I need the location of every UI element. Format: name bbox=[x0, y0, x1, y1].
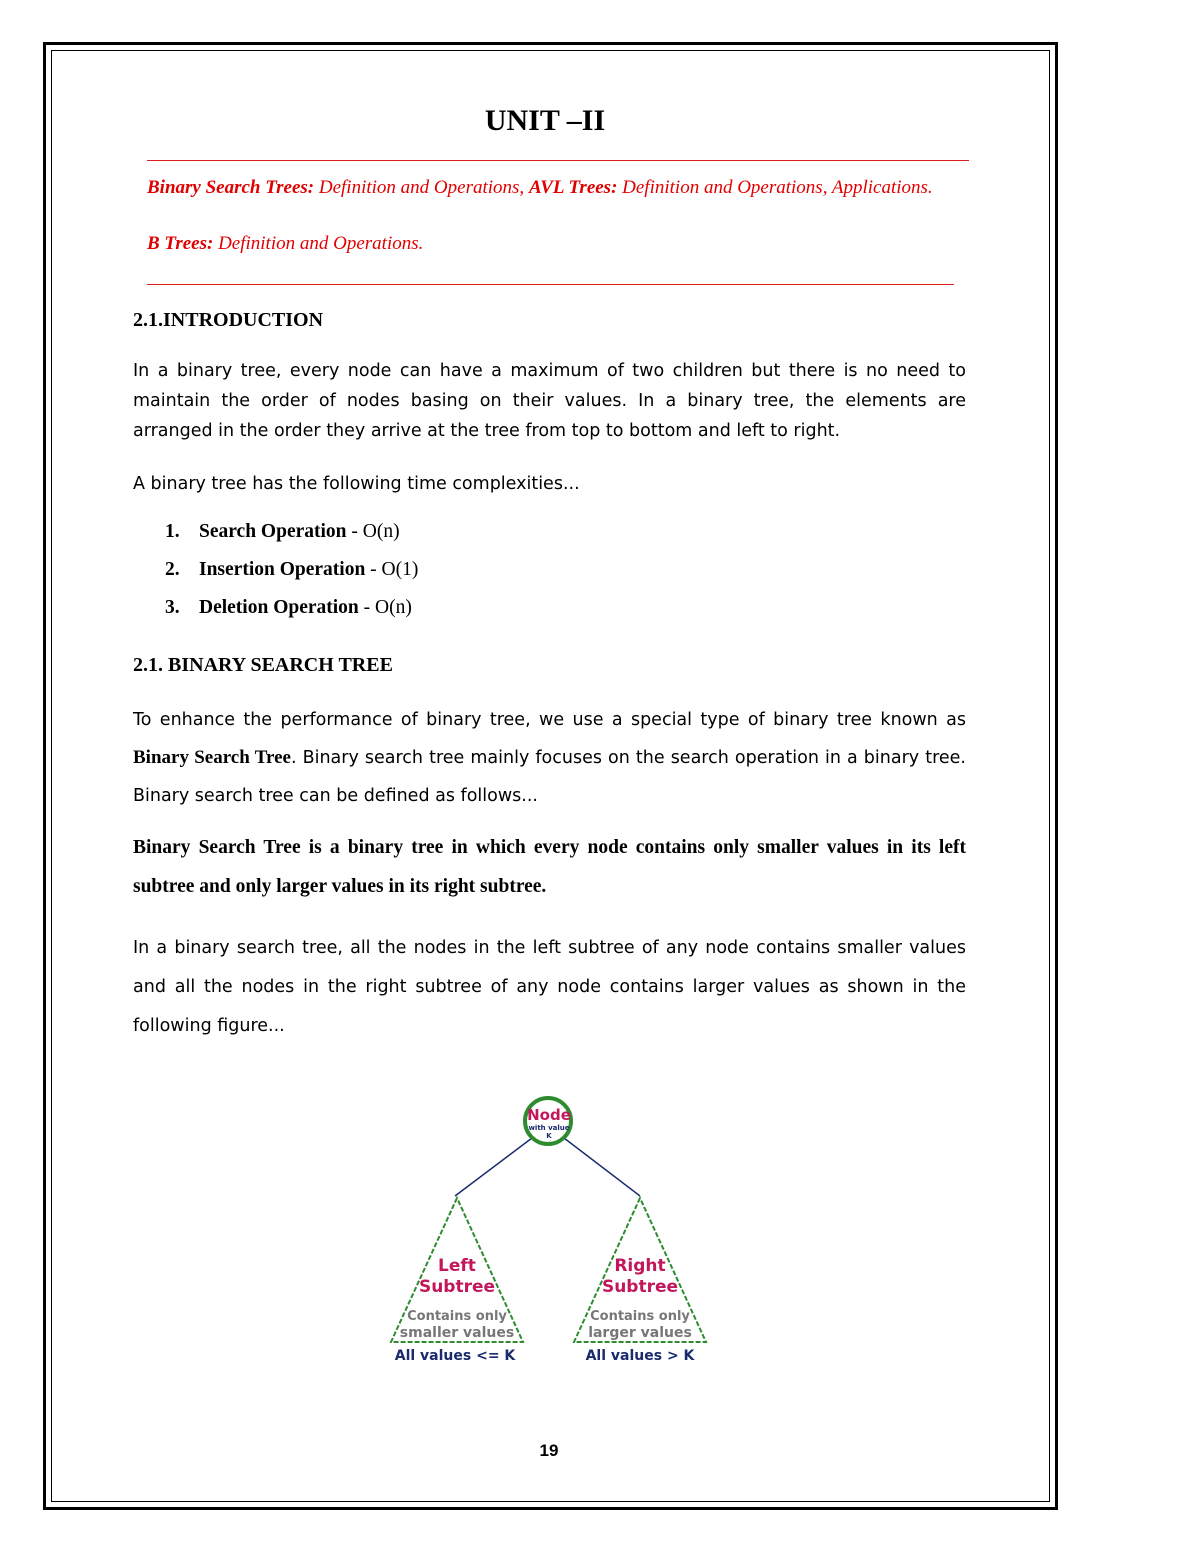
syllabus-btree-label: B Trees: bbox=[147, 233, 214, 254]
left-caption: All values <= K bbox=[394, 1348, 516, 1364]
syllabus-avl-text: Definition and Operations, Applications. bbox=[617, 177, 933, 198]
right-caption: All values > K bbox=[585, 1348, 695, 1364]
right-desc-2: larger values bbox=[588, 1325, 692, 1341]
node-label: Node bbox=[527, 1106, 571, 1124]
syllabus-btree-text: Definition and Operations. bbox=[213, 233, 424, 254]
page-number: 19 bbox=[539, 1441, 559, 1460]
right-title-2: Subtree bbox=[601, 1277, 679, 1297]
right-edge bbox=[564, 1138, 640, 1196]
right-desc-1: Contains only bbox=[590, 1309, 690, 1324]
right-title-1: Right bbox=[614, 1256, 666, 1276]
bst-paragraph: To enhance the performance of binary tree, we use a special type of binary tree known as Binary Search Tree. Binary search tree mainly focuses on the search operation in a binary tree. Binary search tree can be defined as follows... bbox=[133, 710, 966, 806]
list-item: 3. Deletion Operation - O(n) bbox=[165, 597, 412, 618]
syllabus-avl-label: AVL Trees: bbox=[528, 177, 618, 198]
left-desc-1: Contains only bbox=[407, 1309, 507, 1324]
bst-definition: Binary Search Tree is a binary tree in which every node contains only smaller values in its left subtree and only larger values in its right subtree. bbox=[133, 837, 966, 897]
node-sub2: K bbox=[546, 1132, 552, 1140]
page-title: UNIT –II bbox=[484, 104, 606, 137]
list-item: 2. Insertion Operation - O(1) bbox=[165, 559, 419, 580]
syllabus-bst-text: Definition and Operations, bbox=[314, 177, 529, 198]
bst-explanation: In a binary search tree, all the nodes in the left subtree of any node contains smaller values and all the nodes in the right subtree of any node contains larger values as shown in the following figure... bbox=[133, 938, 966, 1036]
section-heading-bst: 2.1. BINARY SEARCH TREE bbox=[133, 654, 393, 676]
list-item: 1. Search Operation - O(n) bbox=[165, 521, 400, 542]
left-edge bbox=[455, 1138, 532, 1196]
left-title-1: Left bbox=[438, 1256, 476, 1276]
syllabus-bst-label: Binary Search Trees: bbox=[147, 177, 315, 198]
left-desc-2: smaller values bbox=[399, 1325, 515, 1341]
intro-paragraph: In a binary tree, every node can have a maximum of two children but there is no need to maintain the order of nodes basing on their values. In a binary tree, the elements are arranged in the order they arrive at the tree from top to bottom and left to right. bbox=[133, 361, 966, 441]
left-title-2: Subtree bbox=[418, 1277, 496, 1297]
complexity-intro: A binary tree has the following time complexities... bbox=[133, 474, 580, 494]
node-sub1: with value bbox=[528, 1124, 570, 1132]
section-heading-introduction: 2.1.INTRODUCTION bbox=[133, 309, 324, 331]
